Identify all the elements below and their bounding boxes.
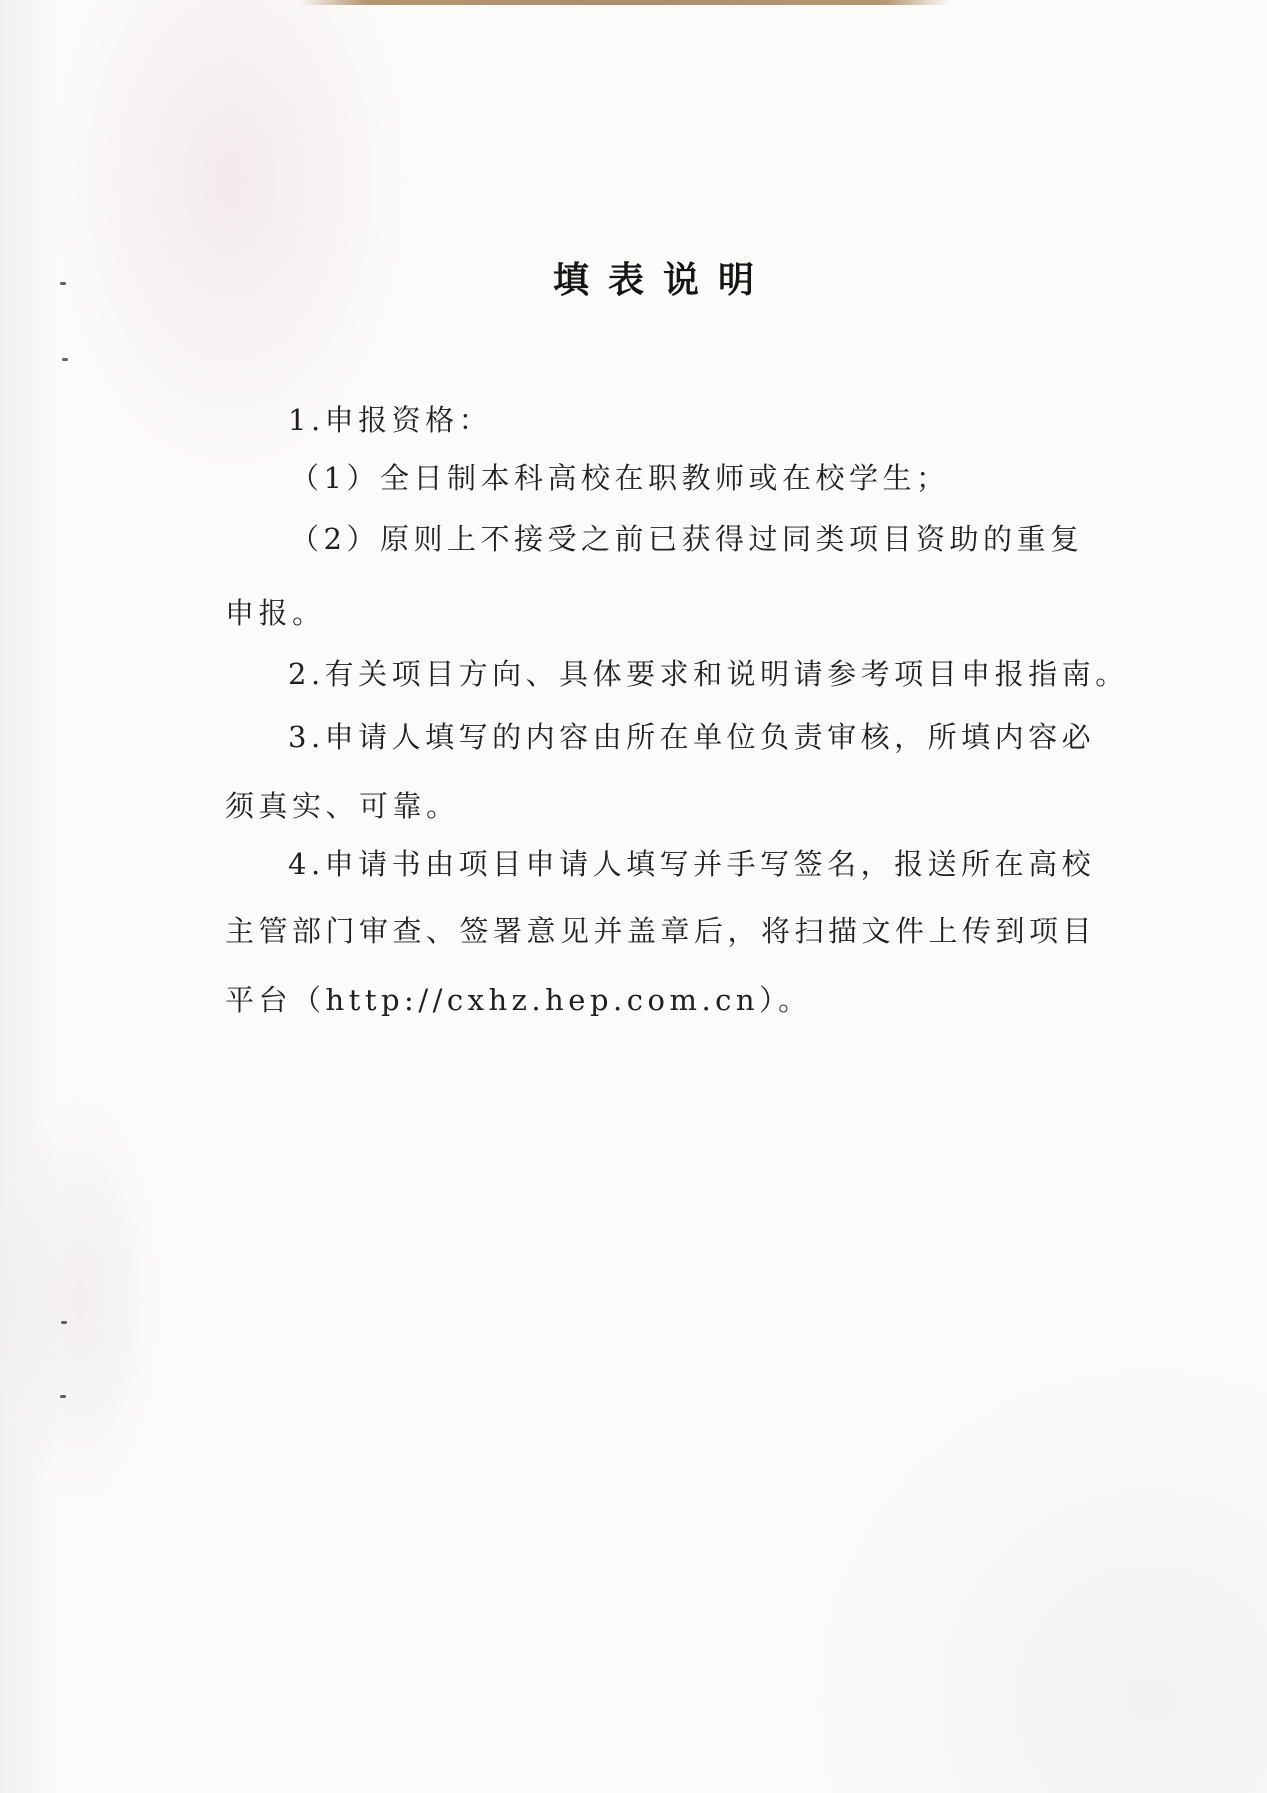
instruction-line: 须真实、可靠。 bbox=[225, 789, 460, 823]
instruction-line: 申报。 bbox=[225, 596, 326, 630]
document-title: 填表说明 bbox=[553, 259, 774, 301]
platform-url-line: 平台（http://cxhz.hep.com.cn）。 bbox=[225, 983, 812, 1017]
instruction-line: 1.申报资格： bbox=[288, 403, 493, 437]
paper-top-edge bbox=[300, 0, 950, 5]
binding-mark bbox=[60, 282, 66, 285]
instruction-line: （1）全日制本科高校在职教师或在校学生； bbox=[290, 461, 950, 495]
instruction-line: 4.申请书由项目申请人填写并手写签名，报送所在高校 bbox=[288, 847, 1096, 881]
binding-mark bbox=[61, 1321, 67, 1324]
instruction-line: 3.申请人填写的内容由所在单位负责审核，所填内容必 bbox=[288, 720, 1096, 754]
instruction-line: （2）原则上不接受之前已获得过同类项目资助的重复 bbox=[290, 522, 1084, 556]
instruction-line: 2.有关项目方向、具体要求和说明请参考项目申报指南。 bbox=[288, 657, 1129, 691]
binding-mark bbox=[62, 358, 68, 361]
binding-mark bbox=[60, 1395, 66, 1398]
instruction-line: 主管部门审查、签署意见并盖章后，将扫描文件上传到项目 bbox=[225, 914, 1097, 948]
